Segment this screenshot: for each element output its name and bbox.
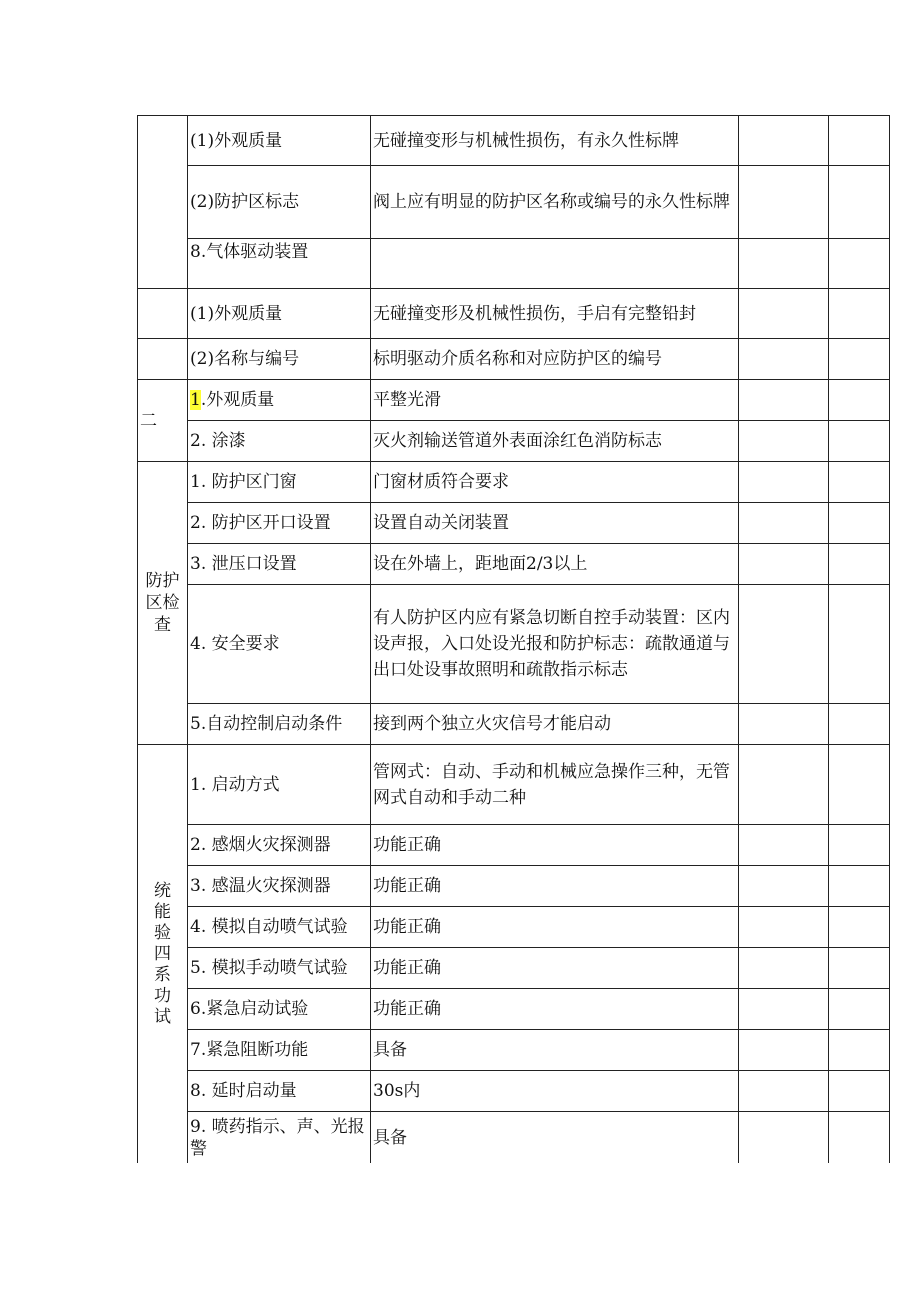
requirement-cell: 具备 [371,1112,739,1164]
requirement-cell: 阀上应有明显的防护区名称或编号的永久性标牌 [371,166,739,239]
result-cell[interactable] [739,1071,829,1112]
remark-cell[interactable] [829,166,890,239]
table-row [138,421,890,462]
requirement-cell: 无碰撞变形与机械性损伤，有永久性标牌 [371,116,739,166]
remark-cell[interactable] [829,116,890,166]
item-cell: (2)名称与编号 [188,339,371,380]
section-label-char: 四 [154,943,171,964]
item-cell: 1. 防护区门窗 [188,462,371,503]
section-label-zone [138,462,188,745]
item-cell: 3. 感温火灾探测器 [188,866,371,907]
table-row [138,289,890,339]
remark-cell[interactable] [829,462,890,503]
remark-cell[interactable] [829,1030,890,1071]
result-cell[interactable] [739,462,829,503]
item-cell: 1. 启动方式 [188,745,371,825]
result-cell[interactable] [739,289,829,339]
highlighted-number: 1 [190,390,201,410]
table-row [138,745,890,825]
result-cell[interactable] [739,421,829,462]
section-label-system [138,745,188,1164]
item-cell [188,380,371,421]
result-cell[interactable] [739,866,829,907]
table-row [138,339,890,380]
item-cell: (2)防护区标志 [188,166,371,239]
item-cell: 5. 模拟手动喷气试验 [188,948,371,989]
table-row [138,866,890,907]
requirement-cell: 30s内 [371,1071,739,1112]
section-label-char: 统 [154,880,171,901]
item-cell: 8.气体驱动装置 [188,239,371,289]
table-row [138,116,890,166]
result-cell[interactable] [739,239,829,289]
requirement-cell [371,239,739,289]
requirement-cell: 门窗材质符合要求 [371,462,739,503]
remark-cell[interactable] [829,289,890,339]
result-cell[interactable] [739,585,829,704]
page-bottom-margin [0,1163,920,1303]
item-cell: (1)外观质量 [188,116,371,166]
requirement-cell: 功能正确 [371,866,739,907]
section-label-line: 区检 [145,593,180,613]
requirement-cell: 灭火剂输送管道外表面涂红色消防标志 [371,421,739,462]
section-label-char: 功 [154,985,171,1006]
result-cell[interactable] [739,704,829,745]
remark-cell[interactable] [829,825,890,866]
result-cell[interactable] [739,948,829,989]
result-cell[interactable] [739,825,829,866]
result-cell[interactable] [739,544,829,585]
result-cell[interactable] [739,339,829,380]
remark-cell[interactable] [829,544,890,585]
result-cell[interactable] [739,503,829,544]
table-row [138,544,890,585]
table-row [138,1112,890,1164]
table-row [138,166,890,239]
result-cell[interactable] [739,907,829,948]
result-cell[interactable] [739,116,829,166]
result-cell[interactable] [739,166,829,239]
table-row [138,462,890,503]
remark-cell[interactable] [829,907,890,948]
inspection-table [137,115,890,1164]
remark-cell[interactable] [829,989,890,1030]
section-label-line: 查 [154,615,171,635]
remark-cell[interactable] [829,1112,890,1164]
requirement-cell: 接到两个独立火灾信号才能启动 [371,704,739,745]
item-cell: 3. 泄压口设置 [188,544,371,585]
table-row [138,239,890,289]
section-label-char: 能 [154,901,171,922]
requirement-cell: 设在外墙上，距地面2/3以上 [371,544,739,585]
requirement-cell: 具备 [371,1030,739,1071]
result-cell[interactable] [739,989,829,1030]
requirement-cell: 管网式：自动、手动和机械应急操作三种，无管网式自动和手动二种 [371,745,739,825]
item-cell: 4. 安全要求 [188,585,371,704]
remark-cell[interactable] [829,866,890,907]
requirement-cell: 功能正确 [371,948,739,989]
section-cell-empty [138,339,188,380]
item-cell: 2. 防护区开口设置 [188,503,371,544]
requirement-cell: 功能正确 [371,989,739,1030]
item-cell: 2. 感烟火灾探测器 [188,825,371,866]
table-row [138,503,890,544]
section-cell-empty [138,289,188,339]
table-row [138,989,890,1030]
requirement-cell: 功能正确 [371,907,739,948]
item-cell: 6.紧急启动试验 [188,989,371,1030]
remark-cell[interactable] [829,239,890,289]
table-row [138,948,890,989]
table-row [138,585,890,704]
table-row [138,1071,890,1112]
result-cell[interactable] [739,1112,829,1164]
remark-cell[interactable] [829,339,890,380]
section-label-char: 验 [154,922,171,943]
item-cell: 4. 模拟自动喷气试验 [188,907,371,948]
item-cell: 5.自动控制启动条件 [188,704,371,745]
section-label-char: 系 [154,964,171,985]
item-cell: 9. 喷药指示、声、光报警 [188,1112,371,1164]
remark-cell[interactable] [829,421,890,462]
item-cell: 8. 延时启动量 [188,1071,371,1112]
section-cell-continued [138,116,188,289]
item-cell: 2. 涂漆 [188,421,371,462]
result-cell[interactable] [739,380,829,421]
remark-cell[interactable] [829,745,890,825]
remark-cell[interactable] [829,704,890,745]
item-cell: (1)外观质量 [188,289,371,339]
table-row [138,825,890,866]
requirement-cell: 有人防护区内应有紧急切断自控手动装置：区内设声报，入口处设光报和防护标志：疏散通道与出口处设事故照明和疏散指示标志 [371,585,739,704]
requirement-cell: 无碰撞变形及机械性损伤，手启有完整铅封 [371,289,739,339]
table-row [138,704,890,745]
remark-cell[interactable] [829,380,890,421]
section-label-line: 防护 [145,571,180,591]
table-row [138,380,890,421]
requirement-cell: 设置自动关闭装置 [371,503,739,544]
remark-cell[interactable] [829,1071,890,1112]
requirement-cell: 平整光滑 [371,380,739,421]
remark-cell[interactable] [829,585,890,704]
remark-cell[interactable] [829,948,890,989]
result-cell[interactable] [739,1030,829,1071]
remark-cell[interactable] [829,503,890,544]
table-row [138,1030,890,1071]
item-text: .外观质量 [200,390,275,410]
section-label-pipe: 二 [138,380,188,462]
section-label-char: 试 [154,1006,171,1027]
requirement-cell: 功能正确 [371,825,739,866]
table-row [138,907,890,948]
result-cell[interactable] [739,745,829,825]
item-cell: 7.紧急阻断功能 [188,1030,371,1071]
requirement-cell: 标明驱动介质名称和对应防护区的编号 [371,339,739,380]
